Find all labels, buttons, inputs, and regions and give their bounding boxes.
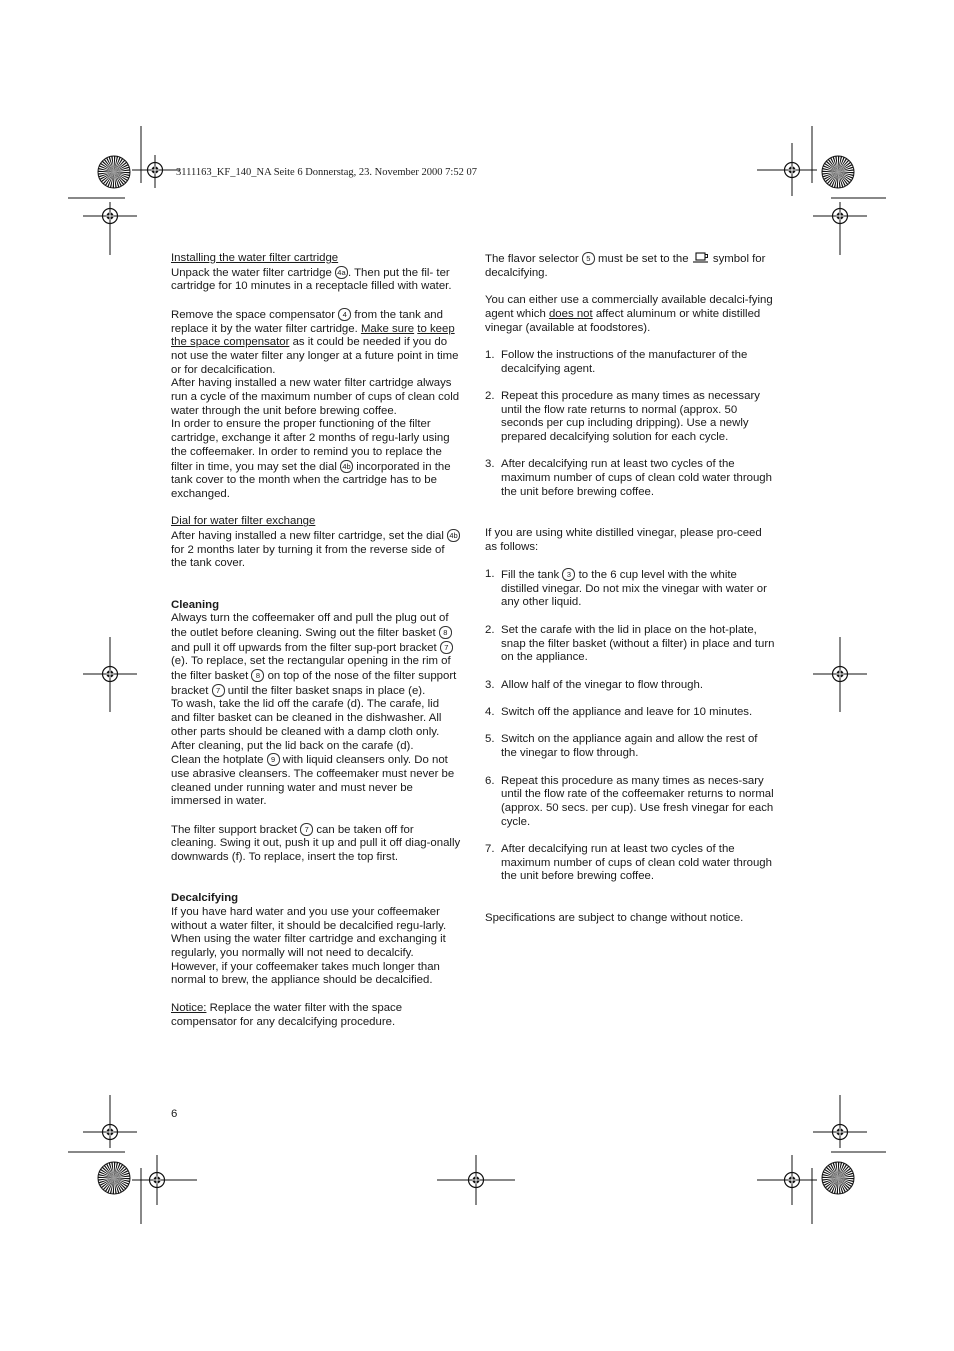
step-number: 4.: [485, 706, 495, 719]
starburst-mark: [98, 156, 130, 188]
right-column: [485, 252, 775, 925]
starburst-mark: [822, 156, 854, 188]
text: as it could be needed: [289, 336, 401, 349]
page-number: 6: [171, 1108, 178, 1120]
list-item: [485, 458, 775, 499]
list-item: [485, 775, 775, 830]
text: (e). To replace, set the rectangular opening in the rim of the filter basket: [171, 655, 451, 683]
text: affect aluminum or white distilled vinegar (available at foodstores).: [485, 307, 761, 334]
text: to the 6 cup level with the white distilled vinegar. Do not mix the vinegar with water or any other liquid.: [501, 569, 767, 609]
filter-paragraph-4: [171, 418, 461, 501]
notice-label: Notice:: [171, 1001, 207, 1014]
part-reference-3: 3: [562, 568, 575, 581]
text: symbol for decalcifying.: [485, 253, 766, 279]
underlined-text: does not: [548, 307, 593, 320]
decalcifying-heading: Decalcifying: [171, 892, 239, 905]
text: Clean the hotplate: [171, 754, 267, 767]
text: can be taken off for cleaning. Swing it out, push it up and pull it off diag-onally downwards (f). To replace, insert the top first.: [171, 823, 461, 864]
text: In order to ensure the proper functioning of the filter cartridge, exchange it after 2 months of regu-larly using the coffeemaker. In order to remind you to replace the filter in time, you may set the dial: [171, 418, 450, 473]
step-number: 7.: [485, 843, 495, 856]
agent-paragraph: [485, 294, 775, 335]
decalcifying-paragraph: If you have hard water and you use your coffeemaker without a water filter, it should be decalcified regu-larly. When using the water filter cartridge and exchanging it regularly, you normally will not need to decalcify. However, if your coffeemaker takes much longer than normal to brew, the appliance should be decalcified.: [171, 905, 447, 987]
text: and replace it by the water filter cartridge.: [171, 308, 443, 335]
text: on top of the nose of the filter support bracket: [171, 670, 457, 697]
part-reference-9: 9: [267, 753, 280, 766]
text: Remove the space compensator: [171, 308, 339, 321]
starburst-mark: [822, 1162, 854, 1194]
cleaning-paragraph-2: To wash, take the lid off the carafe (d). The carafe, lid and filter basket can be cleaned in the dishwasher. All other parts should be cleaned with a damp cloth only. After cleaning, put the lid back on the carafe (d).: [171, 698, 442, 752]
list-item: [485, 390, 775, 445]
step-number: 3.: [485, 458, 495, 471]
list-item: [485, 733, 775, 760]
part-reference-4b: 4b: [447, 529, 460, 542]
text: ter cartridge for 10 minutes in a receptacle filled with: [171, 266, 450, 293]
part-reference-4: 4: [338, 308, 351, 321]
left-column: [171, 252, 461, 1029]
text: point in time or for decalcification.: [171, 349, 459, 376]
cleaning-paragraph-3: [171, 753, 461, 809]
list-item: [485, 624, 775, 665]
specifications-note: Specifications are subject to change without notice.: [485, 911, 744, 924]
cleaning-paragraph-4: [171, 823, 461, 865]
vinegar-steps: [485, 568, 775, 884]
text: Fill the tank: [501, 569, 563, 582]
list-item: [485, 706, 775, 720]
list-item: [485, 679, 775, 693]
part-reference-4b: 4b: [340, 460, 353, 473]
text: if you do not use the water filter any longer at a future: [171, 336, 448, 362]
underlined-text: to keep the space compensator: [171, 322, 455, 349]
text: You can either use a commercially available decalci-fying agent which: [485, 294, 773, 320]
step-number: 6.: [485, 774, 495, 787]
text: must be set to the: [594, 253, 692, 265]
filter-paragraph-3: After having installed a new water filter cartridge always run a cycle of the maximum number of cups of clean cold water through the unit before brewing coffee.: [171, 377, 460, 417]
step-number: 5.: [485, 733, 495, 746]
text: . Then put the fil-: [347, 266, 434, 279]
step-text: Follow the instructions of the manufacturer of the decalcifying agent.: [501, 348, 748, 375]
dial-paragraph: [171, 529, 461, 571]
text: Replace the water filter with the space compensator for any decalcifying procedure.: [171, 1001, 403, 1028]
list-item: [485, 568, 775, 610]
text: and pull it off upwards from the filter sup-port bracket: [171, 641, 440, 654]
dial-heading: Dial for water filter exchange: [171, 515, 316, 528]
part-reference-7: 7: [440, 641, 453, 654]
underlined-text: Make sure: [360, 322, 415, 335]
cleaning-heading: Cleaning: [171, 598, 220, 611]
part-reference-8: 8: [251, 669, 264, 682]
list-item: [485, 349, 775, 376]
text: incorporated in the tank cover to the month when the cartridge has to be exchanged.: [171, 460, 451, 500]
step-number: 3.: [485, 678, 495, 691]
text: until the filter basket snaps in place (e).: [224, 684, 426, 697]
part-reference-8: 8: [439, 626, 452, 639]
step-text: Repeat this procedure as many times as necessary until the flow rate returns to normal (approx. 50 seconds per cup including dripping). Use a newly prepared decalcifying solution for each cycle.: [501, 389, 760, 444]
step-text: Allow half of the vinegar to flow through.: [501, 678, 703, 691]
step-text: Switch on the appliance again and allow the rest of the vinegar to flow through.: [501, 733, 758, 760]
text: from the tank: [351, 308, 421, 321]
text: The filter support bracket: [171, 823, 301, 836]
cleaning-paragraph-1: [171, 612, 461, 698]
text: for 2 months later by turning it from the reverse side of the tank cover.: [171, 543, 445, 570]
step-number: 1.: [485, 568, 495, 581]
vinegar-intro: If you are using white distilled vinegar, please pro-ceed as follows:: [485, 526, 762, 553]
filter-heading: Installing the water filter cartridge: [171, 252, 339, 264]
part-reference-7: 7: [212, 684, 225, 697]
text: with liquid cleansers only. Do not use abrasive cleansers. The coffeemaker must never be cleaned under running water and must never be immersed in water.: [171, 754, 455, 808]
step-number: 2.: [485, 623, 495, 636]
text: Always turn the coffeemaker off and pull the plug out of the outlet before cleaning. Swing out the filter basket: [171, 612, 449, 639]
text: water.: [421, 280, 452, 293]
step-text: After decalcifying run at least two cycles of the maximum number of cups of clean cold water through the unit before brewing coffee.: [501, 458, 772, 498]
part-reference-7: 7: [300, 823, 313, 836]
step-number: 2.: [485, 389, 495, 402]
list-item: [485, 843, 775, 884]
text: After having installed a new filter cartridge, set the dial: [171, 530, 448, 543]
part-reference-4a: 4a: [335, 266, 348, 279]
step-text: Set the carafe with the lid in place on the hot-plate, snap the filter basket (without a filter) in place and turn on the appliance.: [501, 623, 775, 664]
decalcifying-agent-steps: [485, 349, 775, 500]
filter-paragraph-1: [171, 266, 461, 294]
text: The flavor selector: [485, 253, 582, 265]
step-text: Repeat this procedure as many times as neces-sary until the flow rate of the coffeemaker returns to normal (approx. 50 secs. per cup). Use fresh vinegar for each cycle.: [501, 774, 774, 828]
filter-paragraph-2: [171, 308, 461, 378]
notice-paragraph: [171, 1002, 461, 1029]
cup-symbol-icon: [692, 252, 710, 263]
step-text: Switch off the appliance and leave for 10 minutes.: [501, 706, 753, 719]
part-reference-5: 5: [582, 252, 595, 265]
starburst-mark: [98, 1162, 130, 1194]
print-slug: 3111163_KF_140_NA Seite 6 Donnerstag, 23. November 2000 7:52 07: [176, 167, 477, 178]
text: Unpack the water filter cartridge: [171, 266, 335, 279]
step-number: 1.: [485, 348, 495, 361]
step-text: After decalcifying run at least two cycles of the maximum number of cups of clean cold water through the unit before brewing coffee.: [501, 843, 772, 883]
flavor-selector-paragraph: [485, 252, 775, 280]
